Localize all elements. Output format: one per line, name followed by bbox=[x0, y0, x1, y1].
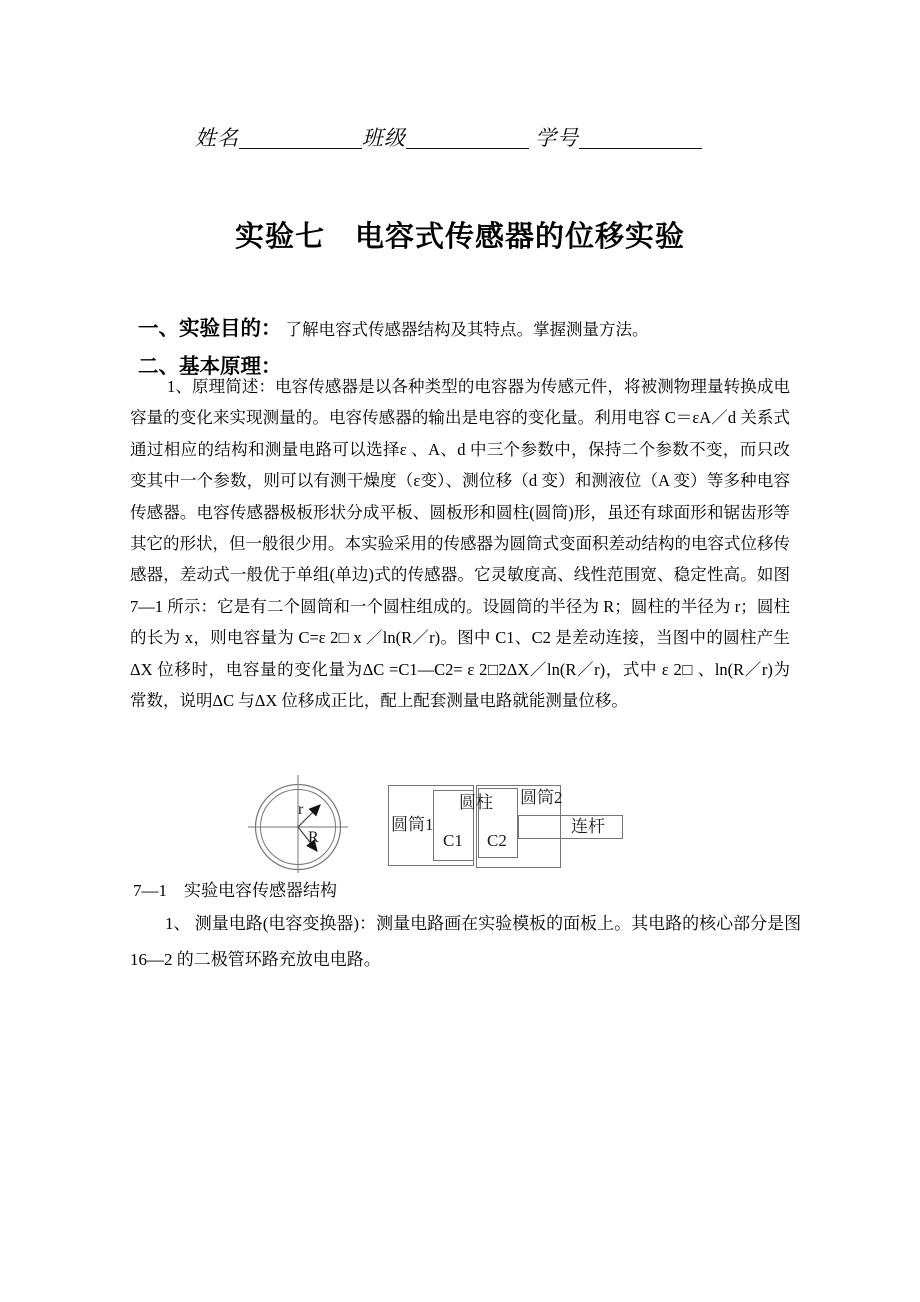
paragraph-line: 感器，差动式一般优于单组(单边)式的传感器。它灵敏度高、线性范围宽、稳定性高。如图 bbox=[130, 565, 790, 585]
measuring-circuit-paragraph bbox=[130, 906, 802, 978]
student-id-field bbox=[535, 122, 702, 152]
section-purpose-text: 了解电容式传感器结构及其特点。掌握测量方法。 bbox=[285, 320, 649, 339]
paragraph-line: 16—2 的二极管环路充放电电路。 bbox=[130, 950, 381, 969]
class-blank-underline bbox=[406, 124, 529, 149]
tube1-label: 圆筒1 bbox=[391, 815, 434, 834]
paragraph-line: 容量的变化来实现测量的。电容传感器的输出是电容的变化量。利用电容 C＝εA／d 关系式 bbox=[130, 408, 790, 428]
figure-caption: 7—1 实验电容传感器结构 bbox=[133, 881, 337, 900]
paragraph-line: 常数，说明ΔC 与ΔX 位移成正比，配上配套测量电路就能测量位移。 bbox=[130, 690, 628, 710]
section-purpose bbox=[138, 311, 649, 341]
radius-small-label: r bbox=[298, 801, 304, 818]
c2-label: C2 bbox=[487, 831, 507, 850]
section-principle-heading: 二、基本原理： bbox=[138, 356, 282, 378]
name-field bbox=[195, 122, 362, 152]
class-field bbox=[362, 122, 529, 152]
paragraph-line: 通过相应的结构和测量电路可以选择ε 、A、d 中三个参数中，保持二个参数不变，而只改 bbox=[130, 439, 790, 459]
rod-label: 连杆 bbox=[571, 817, 605, 836]
student-id-blank-underline bbox=[579, 124, 702, 149]
paragraph-line: 的长为 x，则电容量为 C=ε 2□ x ／ln(R／r)。图中 C1、C2 是差动连接，当图中的圆柱产生 bbox=[130, 628, 790, 648]
c1-label: C1 bbox=[443, 831, 463, 850]
tube2-label: 圆筒2 bbox=[520, 788, 563, 807]
paragraph-line: 其它的形状，但一般很少用。本实验采用的传感器为圆筒式变面积差动结构的电容式位移传 bbox=[130, 533, 790, 553]
section-purpose-heading: 一、实验目的： bbox=[138, 318, 282, 340]
paragraph-line: 1、原理简述：电容传感器是以各种类型的电容器为传感元件，将被测物理量转换成电 bbox=[167, 377, 790, 396]
name-label: 姓名 bbox=[195, 126, 239, 150]
paragraph-line: 7—1 所示：它是有二个圆筒和一个圆柱组成的。设圆筒的半径为 R；圆柱的半径为 r；圆柱 bbox=[130, 596, 790, 616]
paragraph-line: 传感器。电容传感器极板形状分成平板、圆板形和圆柱(圆筒)形，虽还有球面形和锯齿形等 bbox=[130, 502, 790, 522]
page-title: 实验七 电容式传感器的位移实验 bbox=[234, 221, 685, 253]
principle-paragraph bbox=[130, 371, 790, 716]
class-label: 班级 bbox=[362, 126, 406, 150]
cylinder-label: 圆柱 bbox=[459, 793, 493, 812]
paragraph-line: ΔX 位移时，电容量的变化量为ΔC =C1—C2= ε 2□2ΔX／ln(R／r)，式中 ε 2□ 、ln(R／r)为 bbox=[130, 659, 790, 679]
student-id-label: 学号 bbox=[535, 126, 579, 150]
radius-big-label: R bbox=[308, 829, 319, 846]
paragraph-line: 变其中一个参数，则可以有测干燥度（ε变）、测位移（d 变）和测液位（A 变）等多种电容 bbox=[130, 471, 790, 491]
name-blank-underline bbox=[239, 124, 362, 149]
header-fill-in-line bbox=[195, 122, 702, 152]
paragraph-line: 1、 测量电路(电容变换器)：测量电路画在实验模板的面板上。其电路的核心部分是图 bbox=[165, 914, 802, 933]
